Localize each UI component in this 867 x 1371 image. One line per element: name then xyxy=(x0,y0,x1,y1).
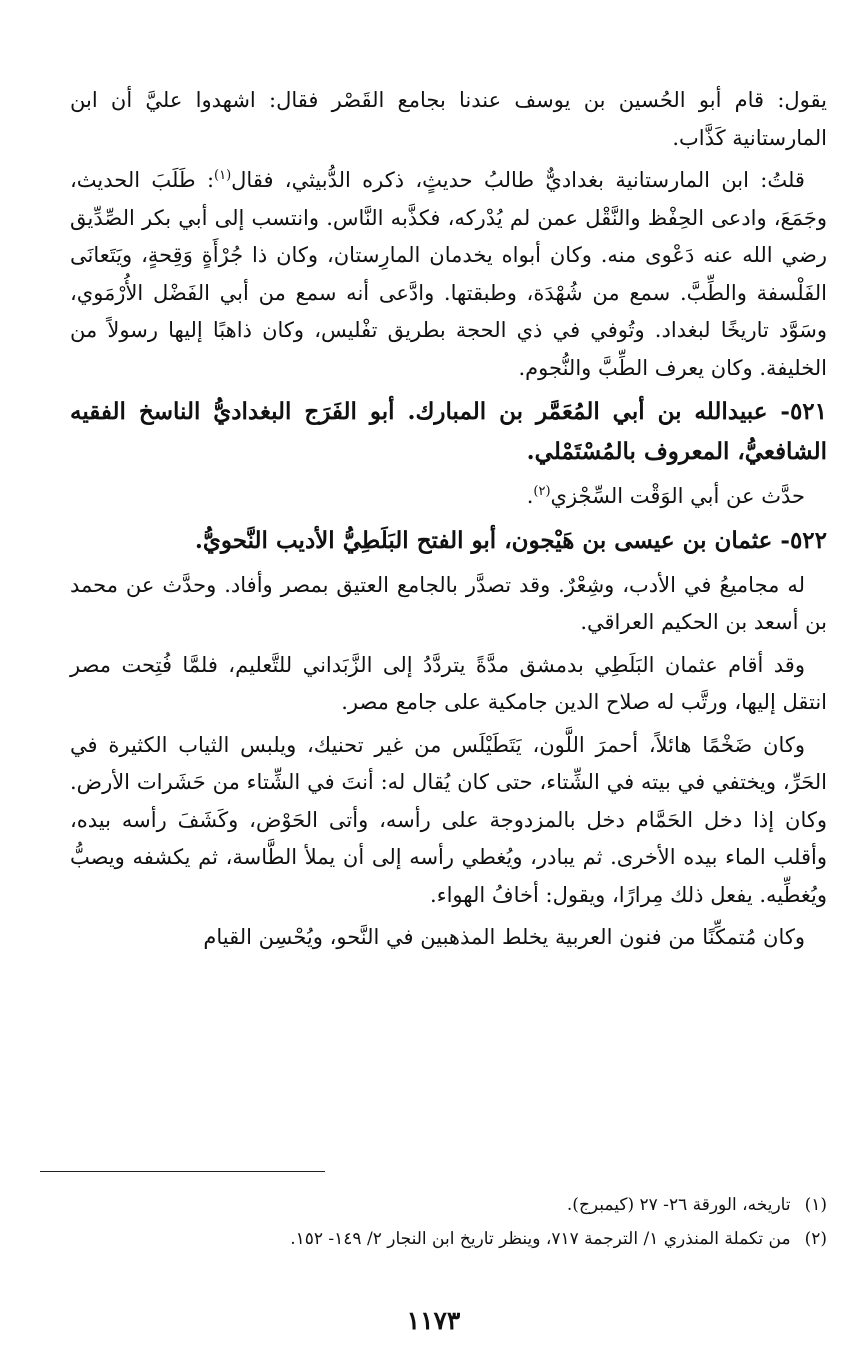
footnote-item xyxy=(60,1190,827,1220)
paragraph-text: قلتُ: ابن المارستانية بغداديٌّ طالبُ حديثٍ، ذكره الدُّبيثي، فقال xyxy=(231,168,805,192)
page-number: ١١٧٣ xyxy=(406,1306,461,1335)
footnote-ref[interactable]: (٢) xyxy=(533,484,551,499)
paragraph-description: وكان ضَخْمًا هائلاً، أحمرَ اللَّون، يَتَطَيْلَس من غير تحنيك، ويلبس الثياب الكثيرة في الحَرِّ، ويختفي في بيته في الشِّتاء، حتى كان يُقال له: أنتَ في الشِّتاء من حَشَرات الأرض. وكان إذا دخل الحَمَّام دخل بالمزدوجة على رأسه، وأتى الحَوْض، وكَشَفَ رأسه بيده، وأقلب الماء بيده الأخرى. ثم يبادر، ويُغطي رأسه إلى أن يملأ الطَّاسة، ثم يكشفه ويصبُّ ويُغطِّيه. يفعل ذلك مِرارًا، ويقول: أخافُ الهواء. xyxy=(70,732,827,907)
paragraph-works: له مجاميعُ في الأدب، وشِعْرٌ. وقد تصدَّر بالجامع العتيق بمصر وأفاد. وحدَّث عن محمد بن أسعد بن الحكيم العراقي. xyxy=(70,572,827,634)
footnote-ref[interactable]: (١) xyxy=(214,168,232,183)
paragraph-text: حدَّث عن أبي الوَقْت السِّجْزي xyxy=(550,484,805,508)
paragraph-text: يقول: قام أبو الحُسين بن يوسف عندنا بجامع القَصْر فقال: اشهدوا عليَّ أن ابن المارستانية كَذَّاب. xyxy=(70,88,827,150)
paragraph-text: : طَلَبَ الحديث، وجَمَعَ، وادعى الحِفْظ والنَّقْل عمن لم يُدْركه، فكذَّبه النَّاس. وانتسب إلى أبي بكر الصِّدِّيق رضي الله عنه دَعْوى منه. وكان أبواه يخدمان المارِستان، وكان ذا جُرْأَةٍ وَقِحةٍ، ويَتَعانَى الفَلْسفة والطِّبَّ. سمع من شُهْدَة، وطبقتها. وادَّعى أنه سمع من أبي الفَضْل الأُرْمَوي، وسَوَّد تاريخًا لبغداد. وتُوفي في ذي الحجة بطريق تفْليس، وكان ذاهبًا إليها رسولاً من الخليفة. وكان يعرف الطِّبَّ والنُّجوم. xyxy=(70,168,827,380)
paragraph-entry-521 xyxy=(70,478,827,516)
entry-heading-521: ٥٢١- عبيدالله بن أبي المُعَمَّر بن المبارك. أبو الفَرَج البغداديُّ الناسخ الفقيه الشافعيُّ، المعروف بالمُسْتَمْلي. xyxy=(70,398,827,465)
paragraph-grammar: وكان مُتمكِّنًا من فنون العربية يخلط المذهبين في النَّحو، ويُحْسِن القيام xyxy=(203,925,805,949)
paragraph-commentary xyxy=(70,162,827,387)
footnote-divider xyxy=(40,1171,325,1172)
footnotes xyxy=(60,1190,827,1258)
footnote-text: من تكملة المنذري ١/ الترجمة ٧١٧، وينظر تاريخ ابن النجار ٢/ ١٤٩- ١٥٢. xyxy=(290,1229,791,1249)
entry-heading-522: ٥٢٢- عثمان بن عيسى بن هَيْجون، أبو الفتح البَلَطِيُّ الأديب النَّحويُّ. xyxy=(194,526,827,554)
paragraph-damascus: وقد أقام عثمان البَلَطِي بدمشق مدَّةً يتردَّدُ إلى الزَّبَداني للتَّعليم، فلمَّا فُتِحت مصر انتقل إليها، ورتَّب له صلاح الدين جامكية على جامع مصر. xyxy=(70,652,827,714)
footnote-number: (٢) xyxy=(804,1229,827,1249)
paragraph-text: . xyxy=(526,484,534,508)
footnote-number: (١) xyxy=(804,1195,827,1215)
footnote-item xyxy=(60,1224,827,1254)
footnote-text: تاريخه، الورقة ٢٦- ٢٧ (كيمبرج). xyxy=(566,1195,791,1215)
paragraph-quote xyxy=(70,82,827,157)
